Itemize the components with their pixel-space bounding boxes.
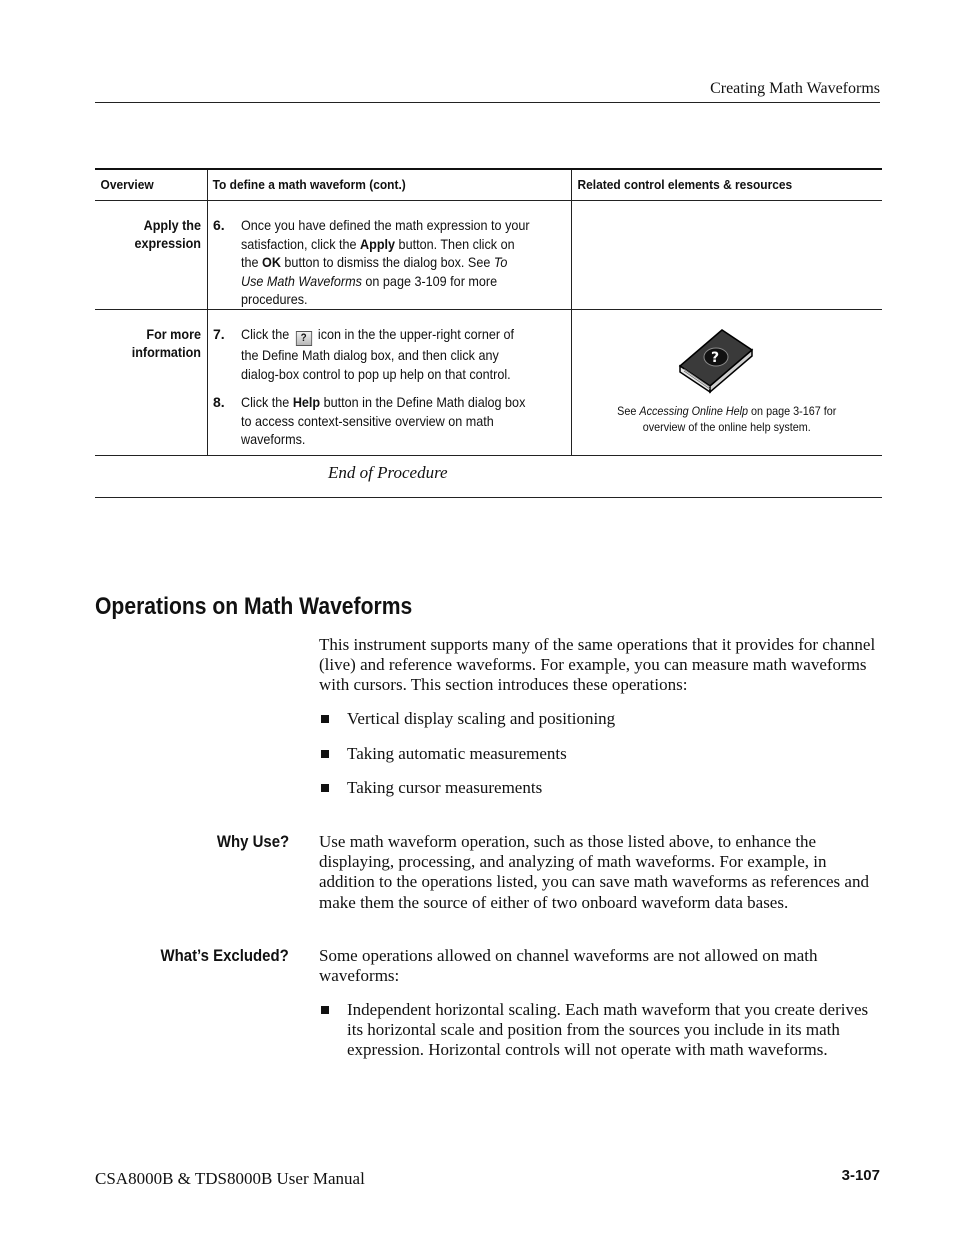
header-rule bbox=[95, 102, 880, 103]
header-overview: Overview bbox=[100, 177, 154, 192]
whats-excluded-paragraph: Some operations allowed on channel waveforms are not allowed on math waveforms: bbox=[319, 946, 818, 986]
why-use-paragraph: Use math waveform operation, such as those listed above, to enhance the displaying, processing, and analyzing of math waveforms. For example, in addition to the operations listed, you can save math waveforms as references and make them the source of either of two onboard waveform data bases. bbox=[319, 832, 869, 912]
help-question-icon: ? bbox=[296, 331, 312, 346]
whats-excluded-heading: What’s Excluded? bbox=[160, 946, 289, 965]
why-use-heading: Why Use? bbox=[216, 832, 289, 851]
header-resources: Related control elements & resources bbox=[577, 177, 793, 192]
row-label-apply: Apply the expression bbox=[95, 201, 208, 309]
table-row-apply bbox=[95, 201, 882, 310]
row-label-more-info: For more information bbox=[95, 310, 208, 455]
table-row-more-info bbox=[95, 310, 882, 456]
end-of-procedure: End of Procedure bbox=[328, 463, 448, 482]
footer-manual-title: CSA8000B & TDS8000B User Manual bbox=[95, 1169, 365, 1188]
step-8: 8. Click the Help button in the Define Math dialog box to access context-sensitive overview on math waveforms. bbox=[213, 394, 526, 447]
list-item: Vertical display scaling and positioning bbox=[319, 709, 882, 729]
svg-text:?: ? bbox=[711, 350, 720, 366]
end-rule bbox=[95, 497, 882, 498]
section-title: Operations on Math Waveforms bbox=[95, 593, 413, 620]
list-item: Independent horizontal scaling. Each math waveform that you create derives its horizontal scale and position from the sources you include in its math expression. Horizontal controls will not operate with math waveforms. bbox=[319, 1000, 882, 1061]
list-item: Taking cursor measurements bbox=[319, 778, 882, 798]
step-6: 6. Once you have defined the math expression to your satisfaction, click the Apply button. Then click on the OK button to dismiss the dialog box. See To Use Math Waveforms on page 3-109 for more procedures. bbox=[213, 217, 530, 307]
running-header: Creating Math Waveforms bbox=[710, 80, 880, 97]
intro-paragraph: This instrument supports many of the same operations that it provides for channel (live) and reference waveforms. For example, you can measure math waveforms with cursors. This section introduces these operations: bbox=[319, 635, 876, 695]
list-item: Taking automatic measurements bbox=[319, 744, 882, 764]
help-book-icon bbox=[676, 328, 756, 394]
page-number: 3-107 bbox=[841, 1167, 880, 1184]
table-header-row bbox=[95, 170, 882, 201]
header-procedure: To define a math waveform (cont.) bbox=[212, 177, 406, 192]
online-help-link[interactable]: Accessing Online Help bbox=[639, 404, 749, 418]
online-help-reference: See Accessing Online Help on page 3-167 for overview of the online help system. bbox=[617, 404, 837, 434]
procedure-table bbox=[95, 168, 882, 456]
step-7: 7. Click the ? icon in the the upper-right corner of the Define Math dialog box, and then click any dialog-box control to pop up help on that control. bbox=[213, 326, 515, 382]
